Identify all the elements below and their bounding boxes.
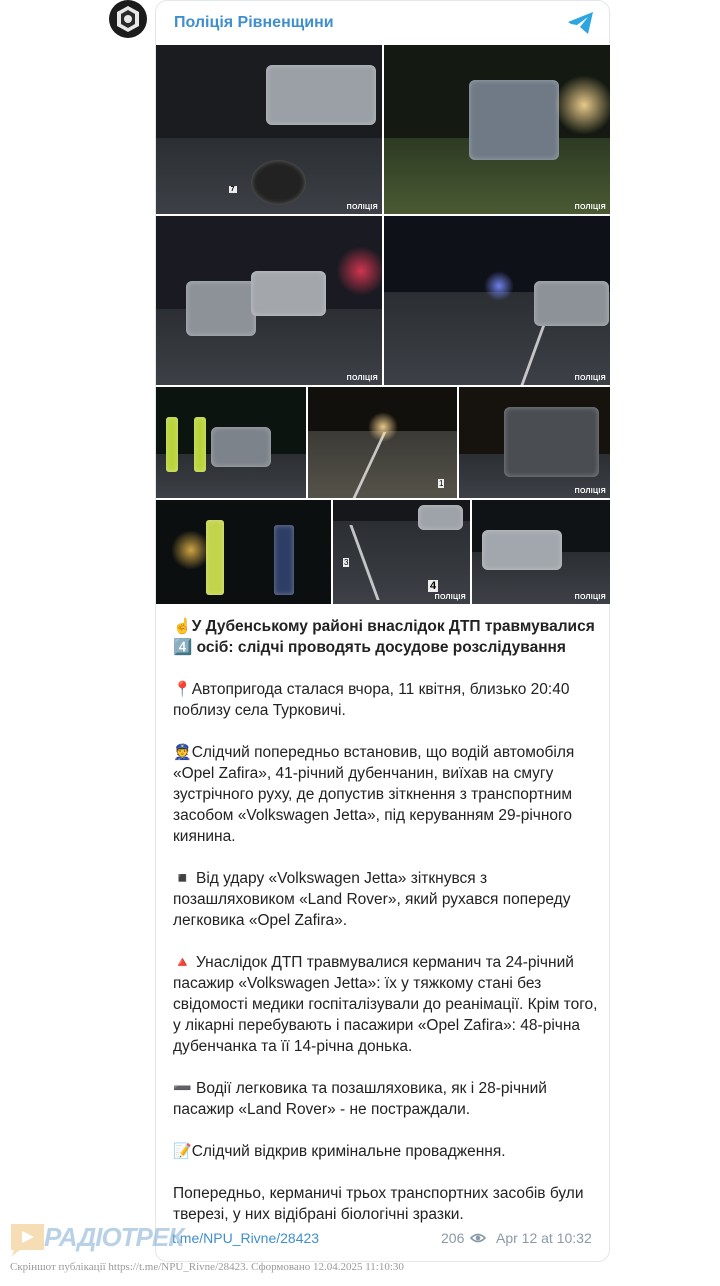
channel-name[interactable]: Поліція Рівненщини: [174, 14, 334, 31]
photo-watermark: ПОЛІЦІЯ: [574, 375, 606, 382]
screenshot-caption: Скріншот публікації https://t.me/NPU_Rivne/28423. Сформовано 12.04.2025 11:10:30: [10, 1261, 404, 1273]
photo-watermark: ПОЛІЦІЯ: [346, 375, 378, 382]
post-link[interactable]: t.me/NPU_Rivne/28423: [172, 1230, 320, 1246]
post-date[interactable]: Apr 12 at 10:32: [496, 1230, 592, 1246]
view-count: 206: [441, 1230, 465, 1246]
photo-watermark: ПОЛІЦІЯ: [434, 594, 466, 601]
police-emblem-icon: [113, 4, 143, 34]
photo-watermark: ПОЛІЦІЯ: [574, 488, 606, 495]
minus-icon: ➖: [173, 1080, 192, 1097]
post-header: [156, 1, 609, 45]
paragraph-text: Від удару «Volkswagen Jetta» зіткнувся з позашляховиком «Land Rover», який рухався попереду легковика «Opel Zafira».: [173, 870, 571, 929]
post-paragraph: [173, 868, 598, 931]
paragraph-text: Автопригода сталася вчора, 11 квітня, близько 20:40 поблизу села Турковичі.: [173, 681, 570, 719]
post-paragraph: [173, 952, 598, 1057]
radio-logo-icon: [8, 1220, 48, 1258]
paragraph-text: Унаслідок ДТП травмувалися кермaнич та 24-річний пасажир «Volkswagen Jetta»: їх у тяжкому стані без свідомості медики госпіталізували до реанімації. Крім того, у лікарні перебувають і пасажири «Opel Zafira»: 48-річна дубенчанка та її 14-річна донька.: [173, 954, 598, 1055]
pin-icon: 📍: [173, 681, 192, 698]
pointing-up-icon: ☝: [173, 618, 192, 635]
photo-3[interactable]: [156, 216, 382, 385]
channel-avatar[interactable]: [109, 0, 147, 38]
photo-8[interactable]: [156, 500, 331, 604]
photo-watermark: ПОЛІЦІЯ: [574, 204, 606, 211]
black-square-icon: ◾: [173, 870, 192, 887]
photo-5[interactable]: [156, 387, 306, 498]
red-triangle-icon: 🔺: [173, 954, 192, 971]
post-paragraph: [173, 1183, 598, 1225]
post-paragraph: [173, 742, 598, 847]
post-paragraph: [173, 1078, 598, 1120]
telegram-icon[interactable]: [567, 11, 595, 35]
photo-marker: 7: [230, 186, 235, 193]
post-title-text: У Дубенському районі внаслідок ДТП травмувалися 4️⃣ осіб: слідчі проводять досудове розслідування: [173, 618, 595, 656]
memo-icon: 📝: [173, 1143, 192, 1160]
post-card: [155, 0, 610, 1262]
photo-1[interactable]: [156, 45, 382, 214]
photo-6[interactable]: [308, 387, 457, 498]
photo-2[interactable]: [384, 45, 610, 214]
post-paragraph: [173, 1141, 598, 1162]
photo-marker: 3: [344, 558, 349, 567]
police-officer-icon: 👮: [173, 744, 192, 761]
photo-marker: 4: [430, 580, 437, 592]
photo-4[interactable]: [384, 216, 610, 385]
photo-watermark: ПОЛІЦІЯ: [574, 594, 606, 601]
post-paragraph: [173, 679, 598, 721]
photo-10[interactable]: [472, 500, 610, 604]
photo-9[interactable]: [333, 500, 470, 604]
photo-marker: 1: [439, 479, 444, 488]
paragraph-text: Попередньо, кермaничі трьох транспортних засобів були тверезі, у них відібрані біологічні зразки.: [173, 1185, 584, 1223]
post-title: [173, 616, 598, 658]
paragraph-text: Слідчий відкрив кримінальне провадження.: [191, 1143, 506, 1160]
photo-7[interactable]: [459, 387, 610, 498]
radio-logo-text: РАДІОТРЕК: [44, 1222, 184, 1252]
photo-watermark: ПОЛІЦІЯ: [346, 204, 378, 211]
paragraph-text: Слідчий попередньо встановив, що водій автомобіля «Opel Zafira», 41-річний дубенчанин, виїхав на смугу зустрічного руху, де допустив зіткнення з транспортним засобом «Volkswagen Jetta», під керуванням 29-річного киянина.: [173, 744, 575, 845]
paragraph-text: Водії легковика та позашляховика, як і 28-річний пасажир «Land Rover» - не постраждали.: [173, 1080, 547, 1118]
